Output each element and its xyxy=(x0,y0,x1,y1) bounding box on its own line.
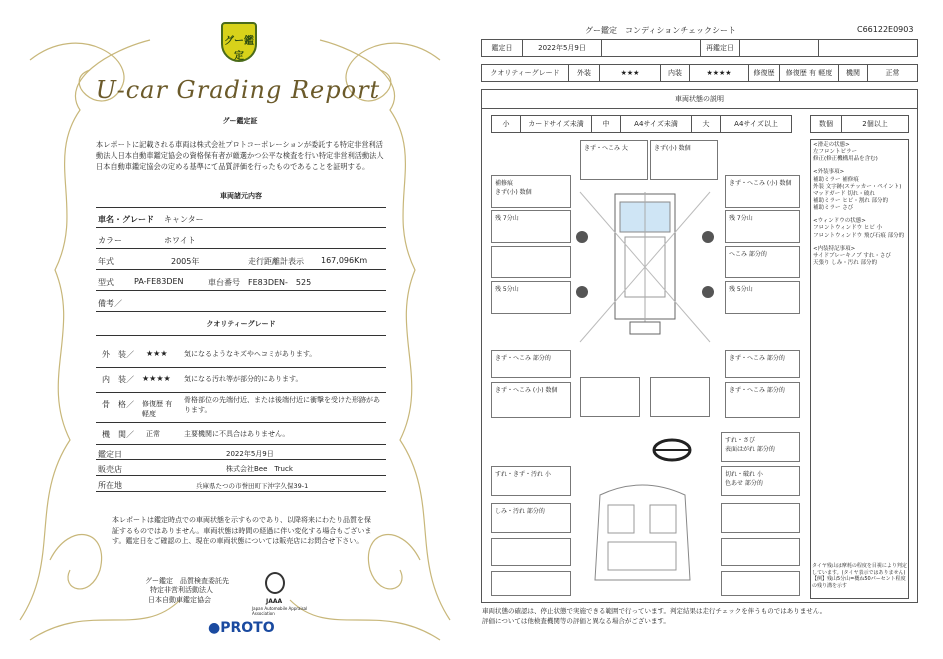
damage-rear-right: きず・へこみ 部分的 xyxy=(725,382,800,418)
tire-right-rear: 残 5分山 xyxy=(725,281,800,314)
ext-value: ★★★ xyxy=(599,64,661,82)
interior-front-left: すれ・きず・汚れ 小 xyxy=(491,466,571,496)
report-title: U-car Grading Report xyxy=(95,76,381,104)
quality-header: クオリティーグレード xyxy=(96,320,386,336)
damage-rear-center xyxy=(580,377,640,417)
damage-rear-left: きず・へこみ (小) 数個 xyxy=(491,382,571,418)
goo-kantei-badge: グー鑑定 xyxy=(221,22,257,62)
jaaa-text: JAAA xyxy=(266,598,283,605)
int-label: 内装 xyxy=(660,64,690,82)
grade-exterior: 外 装／ ★★★ 気になるようなキズやヘコミがあります。 xyxy=(96,343,386,368)
redate-value xyxy=(739,39,819,57)
damage-front-right: きず(小) 数個 xyxy=(650,140,718,180)
notice-text: 本レポートは鑑定時点での車両状態を示すものであり、以降将来にわたり品質を保証するものではありません。車両状態は時間の経過に伴い変化する場合もございます。鑑定日をご確認の上、現在の車両状態については販売店にお問合せ下さい。 xyxy=(112,516,372,545)
tire-left-front: 残 7分山 xyxy=(491,210,571,243)
damage-right-mid: へこみ 部分的 xyxy=(725,246,800,278)
interior-rear-left xyxy=(491,538,571,566)
size-small-desc: カードサイズ未満 xyxy=(520,115,592,133)
tire-left-rear: 残 5分山 xyxy=(491,281,571,314)
info-date: 鑑定日 2022年5月9日 xyxy=(96,446,386,460)
proto-logo: ●PROTO xyxy=(208,620,275,636)
tire-note: タイヤ残山は摩耗の程度を目視により判定しています。(タイヤ表示ではありません) 【例】残山5分山=概ね50パーセント程度の残り溝を示す xyxy=(812,563,907,589)
jaaa-subtext: Japan Automobile Appraisal Association xyxy=(252,606,308,616)
certificate-heading: グー鑑定証 xyxy=(222,117,258,125)
size-large-desc: A4サイズ以上 xyxy=(720,115,792,133)
spec-row-name: 車名・グレード キャンター xyxy=(96,208,386,228)
sheet-title: グー鑑定 コンディションチェックシート xyxy=(585,26,736,35)
damage-front-left: きず・へこみ 大 xyxy=(580,140,648,180)
ext-label: 外装 xyxy=(568,64,600,82)
grade-frame: 骨 格／ 修復歴 有 軽度 骨格部位の先端付近、または後端付近に衝撃を受けた形跡があります。 xyxy=(96,393,386,423)
size-small: 小 xyxy=(491,115,521,133)
jaaa-logo xyxy=(265,572,285,594)
damage-right-front: きず・へこみ (小) 数個 xyxy=(725,175,800,208)
organization: グー鑑定 品質検査委託先 特定非営利活動法人 日本自動車鑑定協会 xyxy=(145,577,229,604)
footer-note: 車両状態の確認は、停止状態で実施できる範囲で行っています。判定結果は走行チェックを伴うものではありません。 評価については他検査機関等の評価と異なる場合がございます。 xyxy=(482,607,827,625)
damage-rear-center-2 xyxy=(650,377,710,417)
tire-right-front: 残 7分山 xyxy=(725,210,800,243)
steering-wheel-icon xyxy=(652,437,692,463)
damage-left-mid xyxy=(491,246,571,278)
interior-mid-right xyxy=(721,503,800,533)
repair-value: 修復歴 有 軽度 xyxy=(779,64,839,82)
spec-row-model: 型式 PA-FE83DEN 車台番号 FE83DEN- 525 xyxy=(96,271,386,291)
interior-mid-left: しみ・汚れ 部分的 xyxy=(491,503,571,533)
state-header: 車両状態の説明 xyxy=(481,89,918,109)
redate-blank xyxy=(818,39,918,57)
count-desc: 2個以上 xyxy=(841,115,909,133)
interior-rear-right xyxy=(721,538,800,566)
spec-row-remarks: 備考／ xyxy=(96,292,386,312)
interior-back-right xyxy=(721,571,800,596)
date-blank xyxy=(601,39,701,57)
interior-diagram xyxy=(590,480,695,590)
grade-engine: 機 関／ 正常 主要機関に不具合はありません。 xyxy=(96,423,386,445)
int-value: ★★★★ xyxy=(689,64,749,82)
date-label: 鑑定日 xyxy=(481,39,523,57)
intro-text: 本レポートに記載される車両は株式会社プロトコーポレーションが委託する特定非営利活動法人日本自動車鑑定協会の資格保有者が厳選かつ公平な検査を行い特定非営利活動法人日本自動車鑑定協会の定める基準にて品質評価を行ったものであることを証明する。 xyxy=(96,140,384,171)
count-label: 数個 xyxy=(810,115,842,133)
interior-steering: すれ・さび 表面はがれ 部分的 xyxy=(721,432,800,462)
truck-diagram xyxy=(570,182,720,352)
notes-list: <滑走の状態> 左フロントピラー 修正(修正機構用品を含む) <外装事項> 補助ミラー 補修痕 外装 文字跡(ステッカー・ペイント) マッドガード 切れ・破れ 補助ミラー ヒビ・割れ 部分的 補助ミラー さび <ウィンドウの状態> フロントウィンドウ ヒビ 小 フロントウィンドウ 飛び石痕 部分的 <内装特記事項> サイドブレーキノブ すれ・さび 天張り しみ・汚れ 部分的 xyxy=(813,142,905,266)
size-mid-desc: A4サイズ未満 xyxy=(620,115,692,133)
engine-label: 機関 xyxy=(838,64,868,82)
damage-left-rear: きず・へこみ 部分的 xyxy=(491,350,571,378)
redate-label: 再鑑定日 xyxy=(700,39,740,57)
interior-front-right: 切れ・破れ 小 色あせ 部分的 xyxy=(721,466,800,496)
info-address: 所在地 兵庫県たつの市誉田町下沖字久保39-1 xyxy=(96,476,386,492)
damage-left-front: 補修痕 きず(小) 数個 xyxy=(491,175,571,208)
spec-row-year: 年式 2005年 走行距離計表示 167,096Km xyxy=(96,250,386,270)
specs-header: 車両諸元内容 xyxy=(96,192,386,208)
grade-interior: 内 装／ ★★★★ 気になる汚れ等が部分的にあります。 xyxy=(96,368,386,393)
damage-right-rear: きず・へこみ 部分的 xyxy=(725,350,800,378)
interior-back-left xyxy=(491,571,571,596)
engine-value: 正常 xyxy=(867,64,918,82)
sheet-code: C66122E0903 xyxy=(857,25,914,34)
spec-row-color: カラー ホワイト xyxy=(96,229,386,249)
info-shop: 販売店 株式会社Bee Truck xyxy=(96,460,386,476)
repair-label: 修復歴 xyxy=(748,64,780,82)
size-large: 大 xyxy=(691,115,721,133)
date-value: 2022年5月9日 xyxy=(522,39,602,57)
size-mid: 中 xyxy=(591,115,621,133)
qg-label: クオリティーグレード xyxy=(481,64,569,82)
